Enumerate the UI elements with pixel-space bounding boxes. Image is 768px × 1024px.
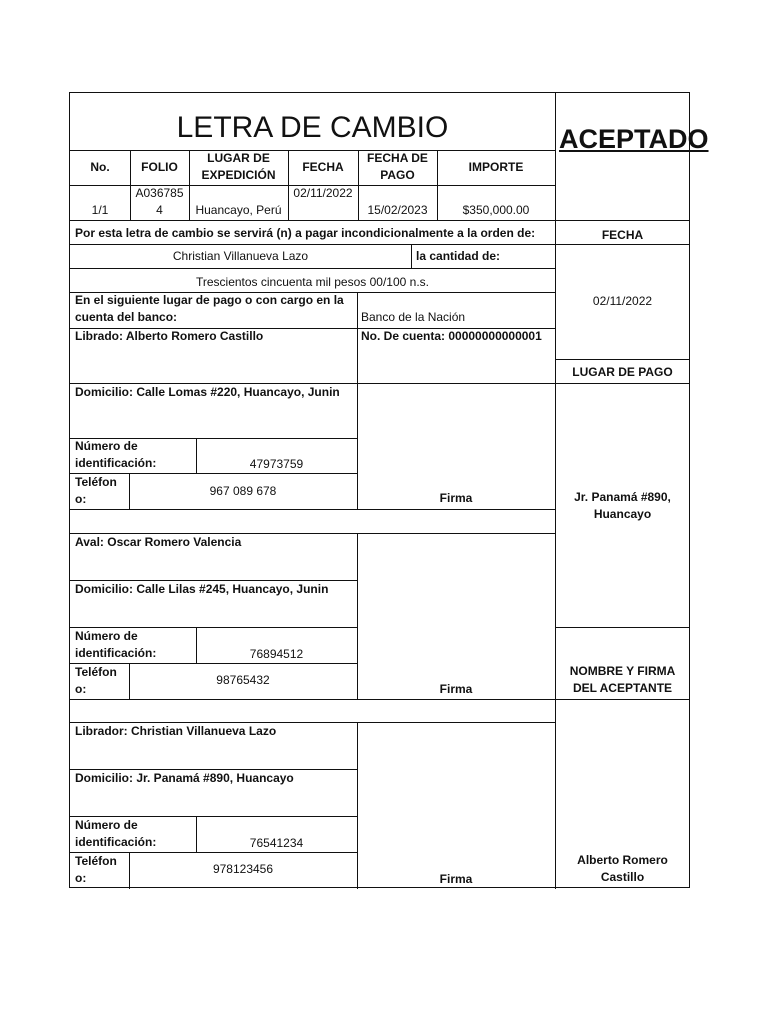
aval-name: Aval: Oscar Romero Valencia (75, 535, 242, 549)
telefono-label-librado: Teléfono: (75, 475, 117, 506)
id-value-librado: 47973759 (249, 457, 304, 471)
nombre-firma-label: NOMBRE Y FIRMA DEL ACEPTANTE (569, 664, 676, 695)
bank-name: Banco de la Nación (361, 310, 466, 324)
header-line (70, 150, 555, 151)
right-panel-divider (555, 93, 556, 797)
lugar-pago-label: LUGAR DE PAGO (572, 365, 673, 379)
librador-name: Librador: Christian Villanueva Lazo (75, 724, 277, 738)
order-text: Por esta letra de cambio se servirá (n) a pagar incondicionalmente a la orden de: (75, 226, 536, 240)
payment-place-text: En el siguiente lugar de pago o con cargo en la cuenta del banco: (75, 293, 344, 324)
header-folio: FOLIO (141, 160, 178, 174)
header-no: No. (90, 160, 110, 174)
amount-in-words: Trescientos cincuenta mil pesos 00/100 n.s. (195, 275, 429, 289)
firma-librador: Firma (439, 872, 473, 886)
id-label-librado: Número de identificación: (75, 439, 157, 470)
document-title: LETRA DE CAMBIO (176, 111, 449, 144)
domicilio-aval: Domicilio: Calle Lilas #245, Huancayo, Junin (75, 582, 329, 596)
value-folio: A0367854 (135, 186, 184, 217)
telefono-value-librador: 978123456 (212, 862, 274, 876)
beneficiary-line (70, 268, 555, 269)
fecha-value: 02/11/2022 (592, 294, 653, 308)
telefono-value-aval: 98765432 (216, 673, 270, 687)
id-value-librador: 76541234 (249, 836, 304, 850)
id-label-librador: Número de identificación: (75, 818, 157, 849)
telefono-label-librador: Teléfono: (75, 854, 117, 885)
value-fecha-pago: 15/02/2023 (367, 203, 428, 217)
header-fecha: FECHA (302, 160, 344, 174)
domicilio-librado: Domicilio: Calle Lomas #220, Huancayo, Junin (75, 385, 340, 399)
header-fecha-pago: FECHA DE PAGO (367, 151, 428, 182)
aceptado-heading: ACEPTADO (559, 124, 709, 154)
aceptante-name: Alberto Romero Castillo (577, 853, 668, 884)
librado-name: Librado: Alberto Romero Castillo (75, 329, 264, 343)
value-no: 1/1 (91, 203, 109, 217)
domicilio-librador: Domicilio: Jr. Panamá #890, Huancayo (75, 771, 294, 785)
value-lugar-expedicion: Huancayo, Perú (195, 203, 282, 217)
id-value-aval: 76894512 (249, 647, 304, 661)
header-lugar-expedicion: LUGAR DE EXPEDICIÓN (201, 151, 276, 182)
values-line (70, 220, 690, 221)
beneficiary-name: Christian Villanueva Lazo (172, 249, 309, 263)
fecha-panel-line (555, 359, 690, 360)
letra-de-cambio-form (69, 92, 709, 888)
header-importe: IMPORTE (468, 160, 524, 174)
id-label-aval: Número de identificación: (75, 629, 157, 660)
account-number: No. De cuenta: 00000000000001 (361, 329, 542, 343)
value-importe: $350,000.00 (462, 203, 530, 217)
fecha-label: FECHA (601, 228, 644, 242)
telefono-label-aval: Teléfono: (75, 665, 117, 696)
lugar-pago-value: Jr. Panamá #890, Huancayo (574, 490, 671, 521)
telefono-value-librado: 967 089 678 (209, 484, 277, 498)
firma-librado: Firma (439, 491, 473, 505)
value-fecha: 02/11/2022 (293, 186, 353, 200)
order-line (70, 244, 690, 245)
firma-aval: Firma (439, 682, 473, 696)
cantidad-label: la cantidad de: (416, 249, 501, 263)
